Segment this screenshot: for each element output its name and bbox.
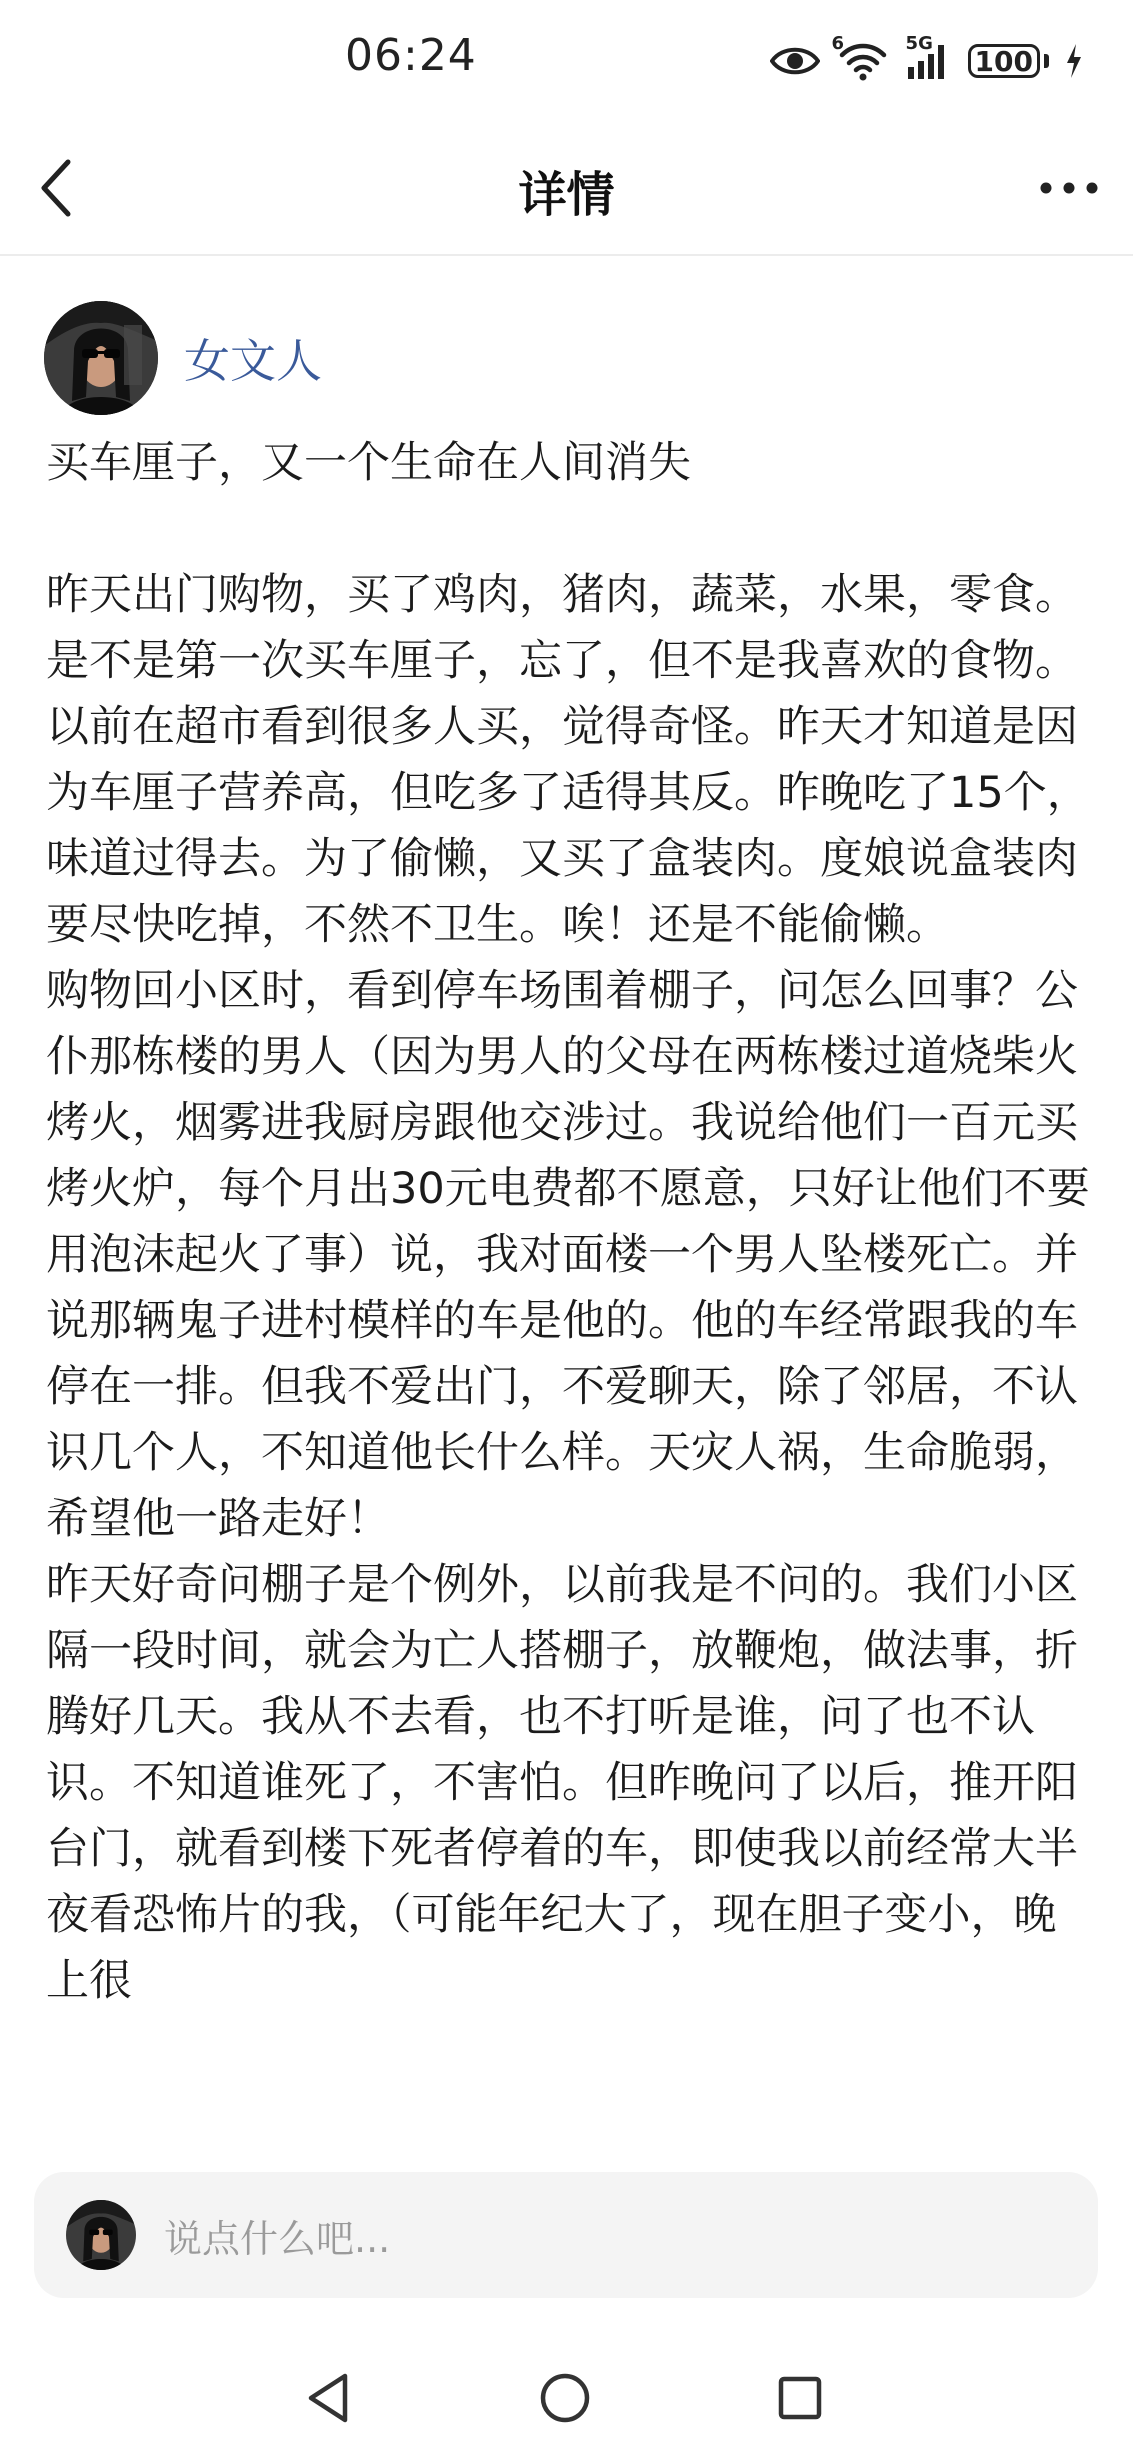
comment-input[interactable] (34, 2172, 1098, 2298)
more-icon (1039, 181, 1099, 195)
nav-home-button[interactable] (525, 2358, 605, 2438)
status-bar (0, 0, 1133, 120)
post-content (46, 430, 1091, 2138)
nav-recents-button[interactable] (760, 2358, 840, 2438)
nav-back-button[interactable] (288, 2358, 368, 2438)
triangle-back-icon (305, 2372, 351, 2424)
top-app-bar (0, 120, 1133, 256)
battery-tip (1044, 54, 1049, 68)
avatar[interactable] (44, 301, 158, 415)
post-paragraph-3: 昨天好奇问棚子是个例外，以前我是不问的。我们小区隔一段时间，就会为亡人搭棚子，放鞭炮，做法事，折腾好几天。我从不去看，也不打听是谁，问了也不认识。不知道谁死了，不害怕。但昨晚问了以后，推开阳台门，就看到楼下死者停着的车，即使我以前经常大半夜看恐怖片的我，（可能年纪大了，现在胆子变小，晚上很 (46, 1560, 1078, 2006)
post-paragraph-2: 购物回小区时，看到停车场围着棚子，问怎么回事？公仆那栋楼的男人（因为男人的父母在两栋楼过道烧柴火烤火，烟雾进我厨房跟他交涉过。我说给他们一百元买烤火炉，每个月出30元电费都不愿意，只好让他们不要用泡沫起火了事）说，我对面楼一个男人坠楼死亡。并说那辆鬼子进村模样的车是他的。他的车经常跟我的车停在一排。但我不爱出门，不爱聊天，除了邻居，不认识几个人，不知道他长什么样。天灾人祸，生命脆弱，希望他一路走好！ (46, 966, 1090, 1544)
comment-avatar (66, 2200, 136, 2270)
wifi-icon (831, 33, 890, 83)
charging-icon (1065, 43, 1083, 79)
post-title: 买车厘子，又一个生命在人间消失 (46, 438, 691, 488)
circle-home-icon (539, 2372, 591, 2424)
square-recents-icon (777, 2375, 823, 2421)
status-icons (770, 33, 1083, 86)
comment-placeholder[interactable]: 说点什么吧... (164, 2216, 391, 2261)
wifi-badge: 6 (831, 33, 845, 54)
more-options-button[interactable] (1027, 152, 1111, 224)
battery-indicator (968, 44, 1049, 78)
post-paragraph-1: 昨天出门购物，买了鸡肉，猪肉，蔬菜，水果，零食。是不是第一次买车厘子，忘了，但不是我喜欢的食物。以前在超市看到很多人买，觉得奇怪。昨天才知道是因为车厘子营养高，但吃多了适得其反。昨晚吃了15个，味道过得去。为了偷懒，又买了盒装肉。度娘说盒装肉要尽快吃掉，不然不卫生。唉！还是不能偷懒。 (46, 570, 1090, 950)
page-title: 详情 (518, 167, 615, 223)
network-label: 5G (905, 33, 933, 54)
eye-icon (770, 44, 820, 78)
system-navigation-bar (0, 2340, 1133, 2453)
status-time: 06:24 (345, 30, 477, 81)
battery-level: 100 (968, 44, 1040, 78)
author-info[interactable] (44, 300, 322, 416)
cellular-signal-icon (905, 33, 952, 81)
author-name[interactable]: 女文人 (184, 334, 322, 388)
